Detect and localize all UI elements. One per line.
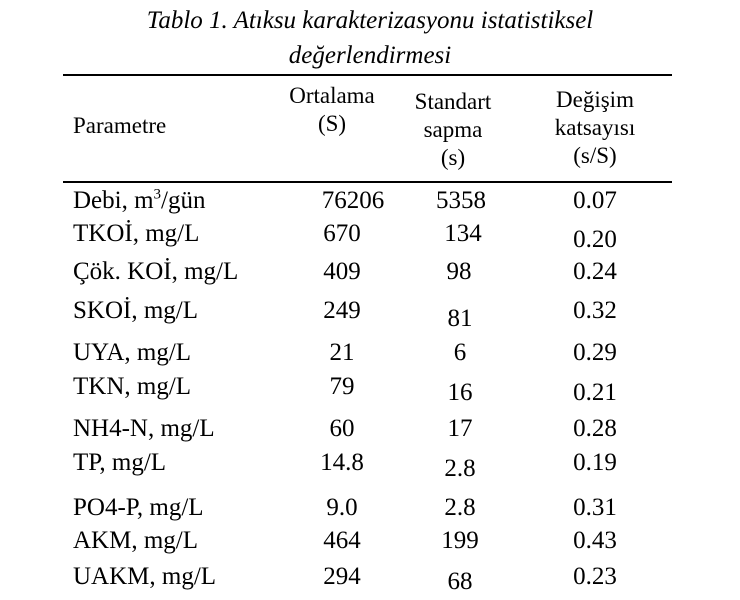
- row-po4p-mean: 9.0: [326, 494, 358, 521]
- row-po4p-param: PO4-P, mg/L: [73, 494, 204, 521]
- row-tp-cv: 0.19: [573, 449, 617, 476]
- header-degisim-katsayisi-line-3: (s/S): [573, 143, 617, 168]
- row-cok-koi-cv: 0.24: [573, 258, 617, 285]
- header-ortalama-line-2: (S): [317, 111, 347, 136]
- row-debi-param-tail: /gün: [161, 187, 206, 214]
- row-akm-mean: 464: [323, 527, 361, 554]
- row-tkoi-mean: 670: [323, 220, 361, 247]
- row-uakm-sd: 68: [447, 568, 473, 595]
- row-uya-cv: 0.29: [573, 339, 617, 366]
- row-tkoi-param: TKOİ, mg/L: [73, 220, 200, 247]
- row-debi-param-text: Debi, m: [73, 187, 154, 214]
- row-nh4n-param: NH4-N, mg/L: [73, 415, 215, 442]
- row-debi-param-sup: 3: [153, 186, 162, 203]
- header-parametre: Parametre: [73, 113, 167, 138]
- header-degisim-katsayisi: [530, 86, 660, 170]
- table-top-rule: [63, 74, 672, 76]
- row-tkn-param: TKN, mg/L: [73, 373, 192, 400]
- row-tkn-sd: 16: [447, 379, 473, 406]
- row-skoi-cv: 0.32: [573, 297, 617, 324]
- row-akm-sd: 199: [441, 527, 479, 554]
- row-debi-mean: 76206: [321, 187, 385, 214]
- row-po4p-cv: 0.31: [573, 494, 617, 521]
- row-cok-koi-mean: 409: [323, 258, 361, 285]
- header-standart-sapma-line-3: (s): [440, 145, 466, 170]
- header-standart-sapma: [388, 88, 518, 172]
- row-tkoi-sd: 134: [444, 220, 482, 247]
- row-debi-sd: 5358: [436, 187, 486, 214]
- row-cok-koi-param: Çök. KOİ, mg/L: [73, 258, 239, 285]
- row-tkoi-cv: 0.20: [573, 226, 617, 253]
- row-akm-param: AKM, mg/L: [73, 527, 198, 554]
- row-skoi-param: SKOİ, mg/L: [73, 297, 198, 324]
- row-uya-mean: 21: [329, 339, 355, 366]
- table-caption-line-1: Tablo 1. Atıksu karakterizasyonu istatistiksel: [146, 7, 594, 34]
- row-tkn-mean: 79: [329, 373, 355, 400]
- row-nh4n-sd: 17: [447, 415, 473, 442]
- row-uakm-cv: 0.23: [573, 563, 617, 590]
- row-tp-sd: 2.8: [444, 455, 476, 482]
- header-ortalama-line-1: Ortalama: [289, 83, 375, 108]
- row-tkn-cv: 0.21: [573, 379, 617, 406]
- table-header-rule: [63, 181, 672, 183]
- row-nh4n-mean: 60: [329, 415, 355, 442]
- row-uya-sd: 6: [453, 339, 467, 366]
- row-debi-param: [73, 186, 206, 216]
- header-standart-sapma-line-1: Standart: [414, 89, 492, 114]
- row-nh4n-cv: 0.28: [573, 415, 617, 442]
- row-tp-param: TP, mg/L: [73, 449, 167, 476]
- table-caption-line-2: değerlendirmesi: [288, 42, 452, 69]
- row-uakm-param: UAKM, mg/L: [73, 563, 217, 590]
- row-uakm-mean: 294: [323, 563, 361, 590]
- row-tp-mean: 14.8: [320, 449, 364, 476]
- row-skoi-mean: 249: [323, 297, 361, 324]
- header-standart-sapma-line-2: sapma: [423, 117, 483, 142]
- row-cok-koi-sd: 98: [446, 258, 472, 285]
- header-degisim-katsayisi-line-2: katsayısı: [554, 115, 636, 140]
- row-akm-cv: 0.43: [573, 527, 617, 554]
- header-degisim-katsayisi-line-1: Değişim: [556, 87, 634, 112]
- header-ortalama: [270, 82, 394, 138]
- row-po4p-sd: 2.8: [444, 494, 476, 521]
- row-debi-cv: 0.07: [573, 187, 617, 214]
- row-uya-param: UYA, mg/L: [73, 339, 192, 366]
- row-skoi-sd: 81: [447, 305, 473, 332]
